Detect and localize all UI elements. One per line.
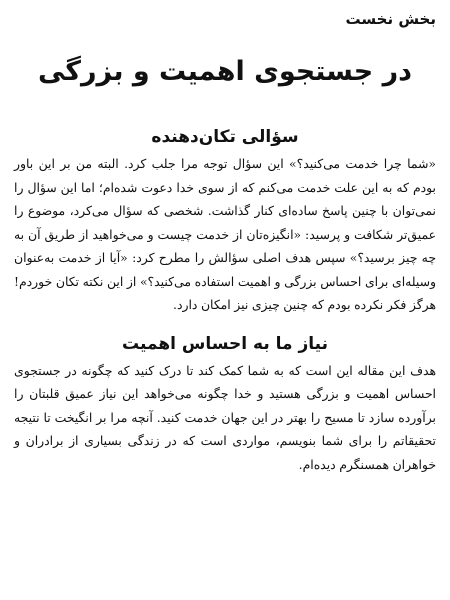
part-label: بخش نخست (345, 10, 436, 28)
section-heading-need-for-significance: نیاز ما به احساس اهمیت (122, 333, 328, 354)
section-paragraph-need-for-significance: هدف این مقاله این است که به شما کمک کند تا درک کنید که چگونه در جستجوی احساس اهمیت و بزرگی هستید و خدا چگونه می‌خواهد این نیاز عمیق قلبتان را برآورده سازد تا مسیح را بهتر در این جهان خدمت کنید. آنچه مرا بر انگیخت تا نتیجه تحقیقاتم را برای شما بنویسم، مواردی است که در زندگی بسیاری از برادران و خواهران همسنگرم دیده‌ام. (14, 362, 436, 472)
chapter-title: در جستجوی اهمیت و بزرگی (37, 56, 413, 87)
section-paragraph-shocking-question: «شما چرا خدمت می‌کنید؟» این سؤال توجه مرا جلب کرد. البته من بر این باور بودم که به این علت خدمت می‌کنم که از سوی خدا دعوت شده‌ام؛ اما این سؤال را نمی‌توان با چنین پاسخ ساده‌ای کنار گذاشت. شخصی که سؤال می‌کرد، موضوع را عمیق‌تر شکافت و پرسید: «انگیزه‌تان از خدمت چیست و می‌خواهید از طریق آن به چه چیز برسید؟» سپس هدف اصلی سؤالش را مطرح کرد: «آیا از خدمت به‌عنوان وسیله‌ای برای احساس بزرگی و اهمیت استفاده می‌کنید؟» از این نکته تکان خوردم! هرگز فکر نکرده بودم که چنین چیزی نیز امکان دارد. (14, 156, 436, 312)
section-heading-shocking-question: سؤالی تکان‌دهنده (151, 127, 299, 147)
